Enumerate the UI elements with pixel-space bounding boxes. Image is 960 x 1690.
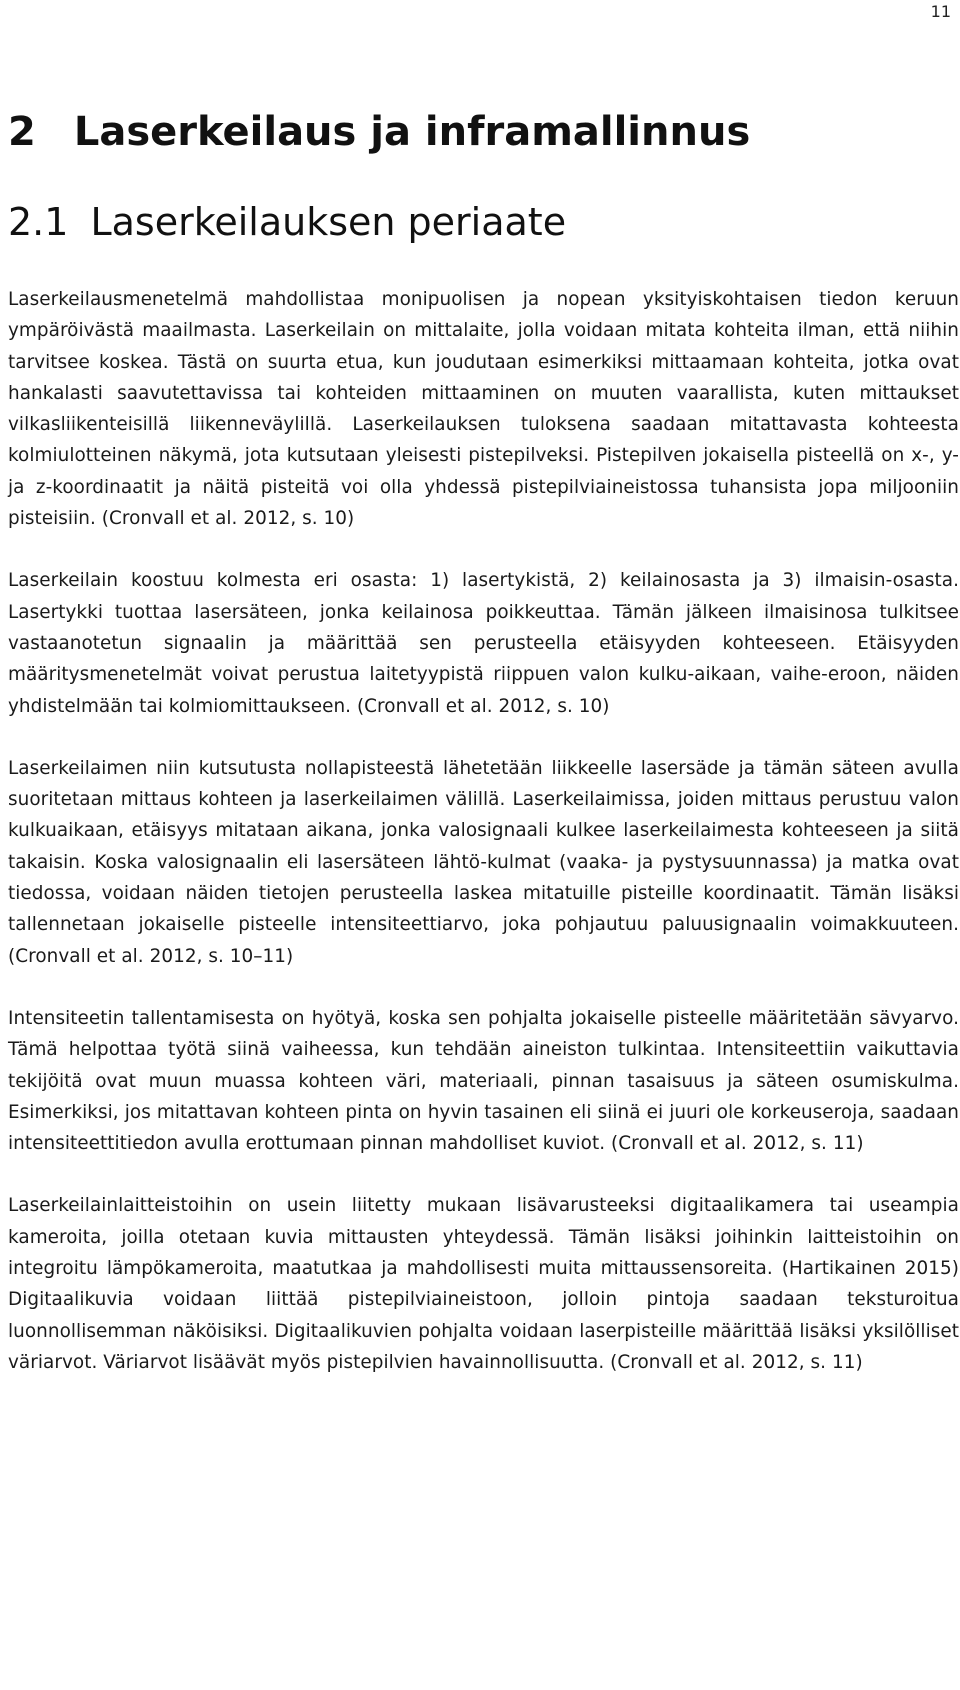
paragraph-zero-point-measurement: Laserkeilaimen niin kutsutusta nollapisteestä lähetetään liikkeelle lasersäde ja tämän säteen avulla suoritetaan mittaus kohteen ja laserkeilaimen välillä. Laserkeilaimissa, joiden mittaus perustuu valon kulkuaikaan, etäisyys mitataan aikana, jonka valosignaali kulkee laserkeilaimesta kohteeseen ja siitä takaisin. Koska valosignaalin eli lasersäteen lähtö-kulmat (vaaka- ja pystysuunnassa) ja matka ovat tiedossa, voidaan näiden tietojen perusteella laskea mitatuille pisteille koordinaatit. Tämän lisäksi tallennetaan jokaiselle pisteelle intensiteettiarvo, joka pohjautuu paluusignaalin voimakkuuteen. (Cronvall et al. 2012, s. 10–11) — [8, 757, 959, 967]
paragraph-intensity: Intensiteetin tallentamisesta on hyötyä, koska sen pohjalta jokaiselle pisteelle määritetään sävyarvo. Tämä helpottaa työtä siinä vaiheessa, kun tehdään aineiston tulkintaa. Intensiteettiin vaikuttavia tekijöitä ovat muun muassa kohteen väri, materiaali, pinnan tasaisuus ja säteen osumiskulma. Esimerkiksi, jos mitattavan kohteen pinta on hyvin tasainen eli siinä ei juuri ole korkeuseroja, saadaan intensiteettitiedon avulla erottumaan pinnan mahdolliset kuviot. (Cronvall et al. 2012, s. 11) — [8, 1007, 959, 1155]
section-number: 2.1 — [8, 200, 69, 244]
section-title: Laserkeilauksen periaate — [90, 200, 567, 244]
paragraph-accessories: Laserkeilainlaitteistoihin on usein liitetty mukaan lisävarusteeksi digitaalikamera tai useampia kameroita, joilla otetaan kuvia mittausten yhteydessä. Tämän lisäksi joihinkin laitteistoihin on integroitu lämpökameroita, maatutkaa ja mahdollisesti muita mittaussensoreita. (Hartikainen 2015) Digitaalikuvia voidaan liittää pistepilviaineistoon, jolloin pintoja saadaan teksturoitua luonnollisemman näköisiksi. Digitaalikuvien pohjalta voidaan laserpisteille määrittää lisäksi yksilölliset väriarvot. Väriarvot lisäävät myös pistepilvien havainnollisuutta. (Cronvall et al. 2012, s. 11) — [8, 1195, 959, 1373]
page-number: 11 — [930, 2, 951, 21]
paragraph-laser-scanning-method: Laserkeilausmenetelmä mahdollistaa monipuolisen ja nopean yksityiskohtaisen tiedon keruun ympäröivästä maailmasta. Laserkeilain on mittalaite, jolla voidaan mitata kohteita ilman, että niihin tarvitsee koskea. Tästä on suurta etua, kun joudutaan esimerkiksi mittaamaan kohteita, jotka ovat hankalasti saavutettavissa tai kohteiden mittaaminen on muuten vaarallista, kuten mittaukset vilkasliikenteisillä liikenneväylillä. Laserkeilauksen tuloksena saadaan mitattavasta kohteesta kolmiulotteinen näkymä, jota kutsutaan yleisesti pistepilveksi. Pistepilven jokaisella pisteellä on x-, y- ja z-koordinaatit ja näitä pisteitä voi olla yhdessä pistepilviaineistossa tuhansista jopa miljooniin pisteisiin. (Cronvall et al. 2012, s. 10) — [8, 289, 959, 530]
chapter-heading — [8, 104, 959, 160]
chapter-title: Laserkeilaus ja inframallinnus — [73, 109, 751, 155]
section-heading — [8, 195, 959, 249]
chapter-number: 2 — [8, 109, 36, 155]
paragraph-scanner-components: Laserkeilain koostuu kolmesta eri osasta: 1) lasertykistä, 2) keilainosasta ja 3) ilmaisin-osasta. Lasertykki tuottaa lasersäteen, jonka keilainosa poikkeuttaa. Tämän jälkeen ilmaisinosa tulkitsee vastaanotetun signaalin ja määrittää sen perusteella etäisyyden kohteeseen. Etäisyyden määritysmenetelmät voivat perustua laitetyypistä riippuen valon kulku-aikaan, vaihe-eroon, näiden yhdistelmään tai kolmiomittaukseen. (Cronvall et al. 2012, s. 10) — [8, 570, 959, 717]
document-body — [8, 104, 959, 1378]
